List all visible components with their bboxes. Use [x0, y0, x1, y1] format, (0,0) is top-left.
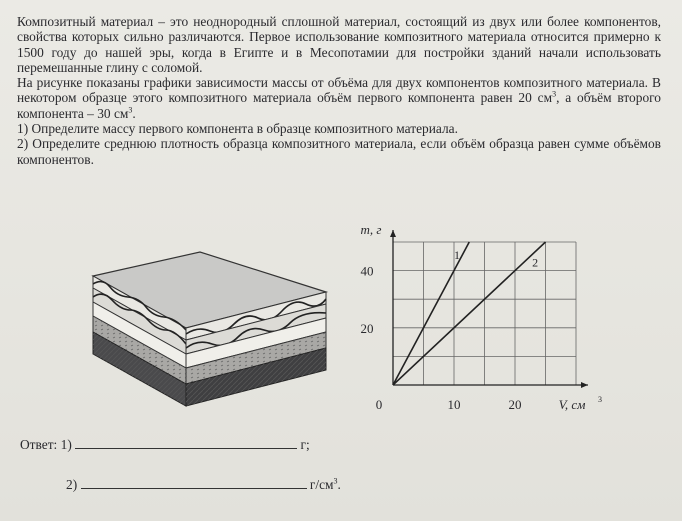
mass-volume-graph: [340, 222, 600, 422]
x-axis-label: V, см: [558, 397, 586, 412]
answer-2-unit: $г/см^3$.: [309, 476, 341, 492]
y-tick-label: 20: [360, 320, 374, 336]
x-axis-arrow: [581, 382, 588, 388]
task-paragraph: [17, 75, 661, 121]
answer-1-field[interactable]: [75, 436, 297, 449]
task-text-end: .: [132, 105, 136, 121]
question-1: 1) Определите массу первого компонента в образце композитного материала.: [17, 121, 458, 137]
unit-superscript: 3: [128, 105, 133, 115]
answer-label: Ответ:: [20, 437, 58, 452]
y-axis-arrow: [390, 230, 396, 237]
x-tick-label: 10: [447, 397, 461, 412]
graph-axes: [390, 230, 588, 388]
answer-2-number: 2): [66, 477, 78, 492]
answer-row-1: [20, 436, 310, 453]
composite-layers-figure: [88, 240, 333, 415]
series-2-label: 2: [532, 255, 539, 270]
graph-labels: [361, 222, 603, 412]
task-text-mid: , а объём второго компонента – 30 см: [17, 90, 661, 121]
series-line-1: [393, 242, 469, 385]
origin-label: 0: [375, 397, 383, 412]
answer-1-unit: г;: [300, 437, 310, 452]
answer-1-number: 1): [60, 437, 72, 452]
question-2: 2) Определите среднюю плотность образца композитного материала, если объём образца равен сумме объёмов компонентов.: [17, 136, 661, 167]
series-1-label: 1: [454, 248, 461, 263]
x-tick-label: 20: [508, 397, 522, 412]
graph-grid: [393, 242, 576, 385]
x-axis-label-superscript: 3: [598, 395, 602, 404]
task-text-start: На рисунке показаны графики зависимости массы от объёма для двух компонентов композитного материала. В некотором образце этого композитного материала объём первого компонента равен 20 см: [17, 75, 661, 106]
y-axis-label: m, г: [360, 222, 382, 237]
y-tick-label: 40: [360, 263, 374, 279]
intro-paragraph: Композитный материал – это неоднородный сплошной материал, состоящий из двух или более компонентов, свойства которых сильно различаются. Первое использование композитного материала относится примерно к 1500 году до нашей эры, когда в Египте и в Месопотамии для постройки зданий начали использовать перемешанные глину с соломой.: [17, 14, 661, 75]
answer-2-field[interactable]: [81, 476, 307, 489]
answer-row-2: [66, 476, 341, 493]
problem-text: [17, 14, 661, 167]
series-line-2: [393, 242, 546, 385]
unit-superscript: 3: [552, 90, 557, 100]
graph-lines: [393, 242, 546, 385]
